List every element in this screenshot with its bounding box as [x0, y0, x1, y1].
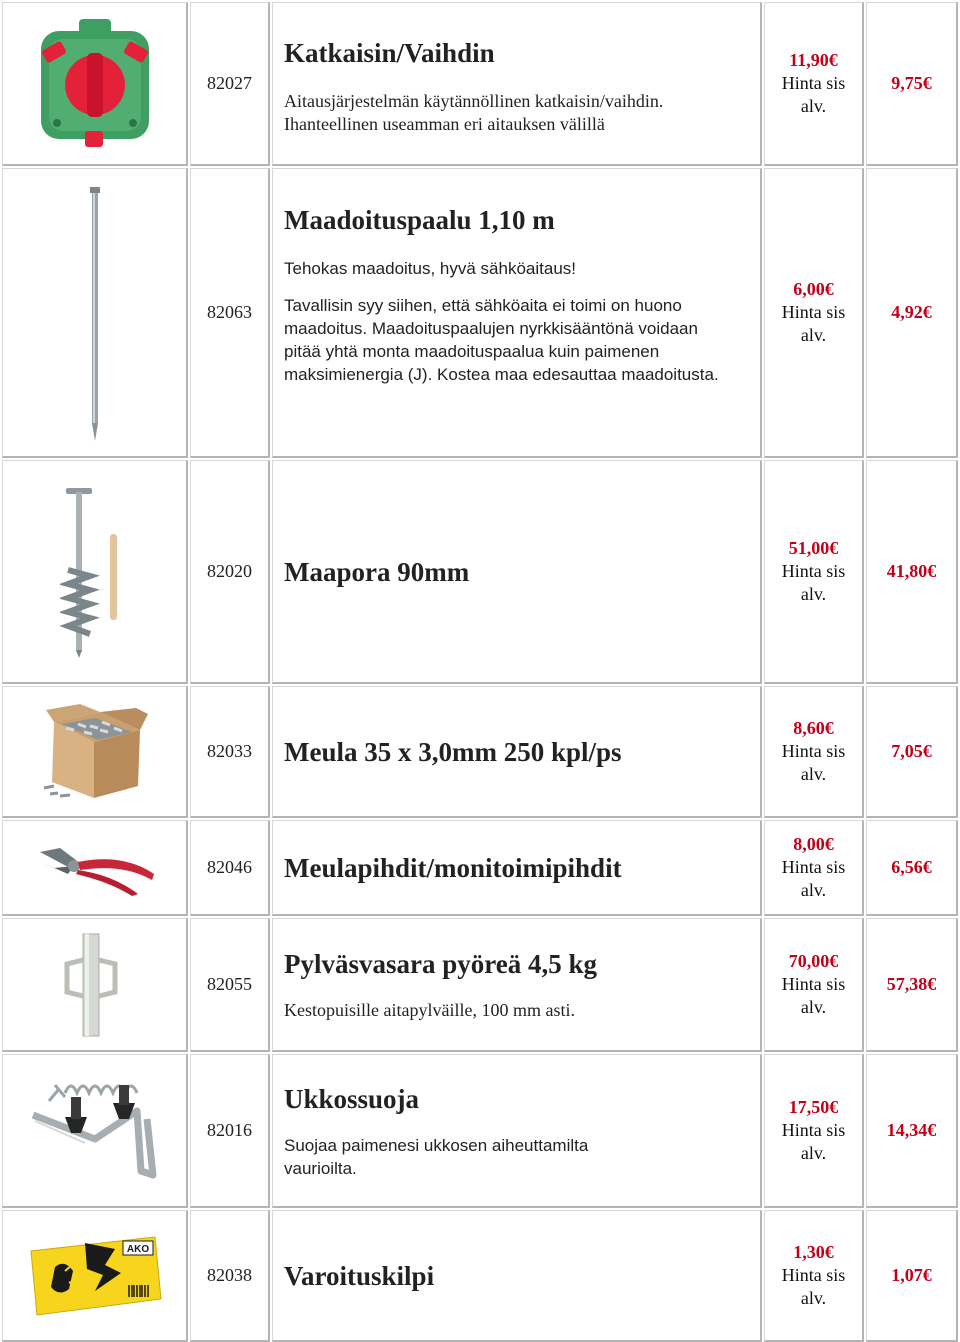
price-excl-vat: 1,07 — [891, 1265, 923, 1285]
product-title: Maadoituspaalu 1,10 m — [284, 205, 555, 235]
product-row — [0, 168, 960, 458]
price-incl-vat-cell — [764, 820, 864, 916]
product-code-cell — [190, 820, 270, 916]
product-code-cell — [190, 460, 270, 684]
product-code: 82063 — [207, 302, 252, 322]
product-title: Katkaisin/Vaihdin — [284, 38, 495, 68]
currency-symbol: € — [922, 857, 932, 877]
product-description-cell — [272, 918, 762, 1052]
price-excl-vat-cell — [866, 1210, 958, 1342]
product-description-line: Tehokas maadoitus, hyvä sähköaitaus! — [284, 259, 577, 278]
currency-symbol: € — [828, 50, 838, 70]
vat-label: Hinta sis — [781, 741, 846, 761]
price-excl-vat: 6,56 — [891, 857, 923, 877]
product-code: 82020 — [207, 561, 252, 581]
product-row — [0, 1210, 960, 1342]
product-image-cell — [2, 1054, 188, 1208]
product-row — [0, 820, 960, 916]
currency-symbol: € — [922, 741, 932, 761]
product-image-cell — [2, 918, 188, 1052]
product-row — [0, 2, 960, 166]
product-code-cell — [190, 2, 270, 166]
vat-label: alv. — [800, 880, 827, 900]
price-incl-vat-cell — [764, 168, 864, 458]
currency-symbol: € — [829, 538, 839, 558]
product-description-cell — [272, 1054, 762, 1208]
product-title: Meulapihdit/monitoimipihdit — [284, 852, 622, 883]
lightning-diverter-image — [25, 1071, 165, 1191]
pliers-image — [30, 838, 160, 898]
price-excl-vat-cell — [866, 168, 958, 458]
price-incl-vat-cell — [764, 686, 864, 818]
price-excl-vat-cell — [866, 686, 958, 818]
vat-label: Hinta sis — [781, 73, 846, 93]
product-code: 82038 — [207, 1265, 252, 1285]
vat-label: alv. — [800, 997, 827, 1017]
product-image-cell — [2, 2, 188, 166]
product-description-line: Kestopuisille aitapylväille, 100 mm asti. — [284, 1000, 575, 1020]
price-excl-vat: 7,05 — [891, 741, 923, 761]
post-driver-image — [55, 930, 135, 1040]
vat-label: alv. — [800, 96, 827, 116]
vat-label: Hinta sis — [781, 857, 846, 877]
product-code: 82016 — [207, 1120, 252, 1140]
currency-symbol: € — [829, 951, 839, 971]
price-excl-vat-cell — [866, 1054, 958, 1208]
switch-image — [35, 19, 155, 149]
product-description-cell — [272, 686, 762, 818]
currency-symbol: € — [829, 1097, 839, 1117]
product-code: 82033 — [207, 741, 252, 761]
product-description-line: maksimienergia (J). Kostea maa edesauttaa maadoitusta. — [284, 365, 719, 384]
price-excl-vat-cell — [866, 460, 958, 684]
vat-label: alv. — [800, 1288, 827, 1308]
product-description-line: Suojaa paimenesi ukkosen aiheuttamilta — [284, 1135, 589, 1155]
currency-symbol: € — [824, 718, 834, 738]
currency-symbol: € — [922, 1265, 932, 1285]
price-incl-vat: 8,60 — [793, 718, 825, 738]
product-code: 82055 — [207, 974, 252, 994]
product-code-cell — [190, 168, 270, 458]
product-row — [0, 686, 960, 818]
staples-box-image — [40, 702, 150, 802]
vat-label: alv. — [800, 1143, 827, 1163]
vat-label: Hinta sis — [781, 1265, 846, 1285]
price-incl-vat: 11,90 — [789, 50, 829, 70]
vat-label: alv. — [800, 325, 827, 345]
product-code-cell — [190, 1210, 270, 1342]
product-image-cell — [2, 168, 188, 458]
product-description-line: Tavallisin syy siihen, että sähköaita ei toimi on huono — [284, 296, 682, 315]
vat-label: Hinta sis — [781, 974, 846, 994]
product-image-cell — [2, 1210, 188, 1342]
price-excl-vat-cell — [866, 918, 958, 1052]
product-row — [0, 918, 960, 1052]
product-row — [0, 1054, 960, 1208]
product-title: Meula 35 x 3,0mm 250 kpl/ps — [284, 736, 622, 767]
product-description-line: Ihanteellinen useamman eri aitauksen välillä — [284, 114, 605, 134]
product-description-line: maadoitus. Maadoituspaalujen nyrkkisääntönä voidaan — [284, 319, 698, 338]
product-title: Ukkossuoja — [284, 1083, 420, 1114]
price-incl-vat-cell — [764, 918, 864, 1052]
currency-symbol: € — [927, 974, 937, 994]
product-description-cell — [272, 1210, 762, 1342]
warning-sign-image — [25, 1231, 165, 1321]
vat-label: Hinta sis — [781, 302, 846, 322]
vat-label: Hinta sis — [781, 1120, 846, 1140]
price-incl-vat: 70,00 — [788, 951, 830, 971]
product-title: Pylväsvasara pyöreä 4,5 kg — [284, 949, 598, 979]
price-excl-vat-cell — [866, 820, 958, 916]
price-incl-vat: 6,00 — [793, 279, 825, 299]
price-incl-vat: 8,00 — [793, 834, 825, 854]
vat-label: alv. — [800, 764, 827, 784]
auger-image — [60, 484, 130, 659]
currency-symbol: € — [927, 561, 937, 581]
product-image-cell — [2, 686, 188, 818]
price-excl-vat: 57,38 — [886, 974, 928, 994]
vat-label: alv. — [800, 584, 827, 604]
product-description-cell — [272, 460, 762, 684]
price-incl-vat-cell — [764, 1054, 864, 1208]
ground-rod-image — [80, 183, 110, 443]
product-description-cell — [272, 2, 762, 166]
currency-symbol: € — [824, 1242, 834, 1262]
price-excl-vat: 41,80 — [886, 561, 928, 581]
product-code: 82027 — [207, 73, 252, 93]
product-title: Maapora 90mm — [284, 556, 470, 587]
product-image-cell — [2, 460, 188, 684]
product-code: 82046 — [207, 857, 252, 877]
price-excl-vat: 9,75 — [891, 73, 923, 93]
product-description-cell — [272, 168, 762, 458]
currency-symbol: € — [824, 834, 834, 854]
product-title: Varoituskilpi — [284, 1260, 435, 1291]
price-excl-vat-cell — [866, 2, 958, 166]
price-excl-vat: 4,92 — [891, 302, 923, 322]
vat-label: Hinta sis — [781, 561, 846, 581]
product-description-line: vaurioilta. — [284, 1158, 357, 1178]
product-row — [0, 460, 960, 684]
price-incl-vat: 51,00 — [788, 538, 830, 558]
product-code-cell — [190, 686, 270, 818]
product-description-cell — [272, 820, 762, 916]
currency-symbol: € — [927, 1120, 937, 1140]
sign-logo-text: AKO — [126, 1243, 149, 1255]
currency-symbol: € — [922, 73, 932, 93]
price-excl-vat: 14,34 — [886, 1120, 928, 1140]
price-incl-vat: 1,30 — [793, 1242, 825, 1262]
price-incl-vat-cell — [764, 2, 864, 166]
price-incl-vat-cell — [764, 1210, 864, 1342]
price-incl-vat: 17,50 — [788, 1097, 830, 1117]
currency-symbol: € — [824, 279, 834, 299]
product-description-line: pitää yhtä monta maadoituspaalua kuin paimenen — [284, 342, 660, 361]
product-description-line: Aitausjärjestelmän käytännöllinen katkaisin/vaihdin. — [284, 91, 664, 111]
price-incl-vat-cell — [764, 460, 864, 684]
product-image-cell — [2, 820, 188, 916]
currency-symbol: € — [922, 302, 932, 322]
product-code-cell — [190, 918, 270, 1052]
product-code-cell — [190, 1054, 270, 1208]
